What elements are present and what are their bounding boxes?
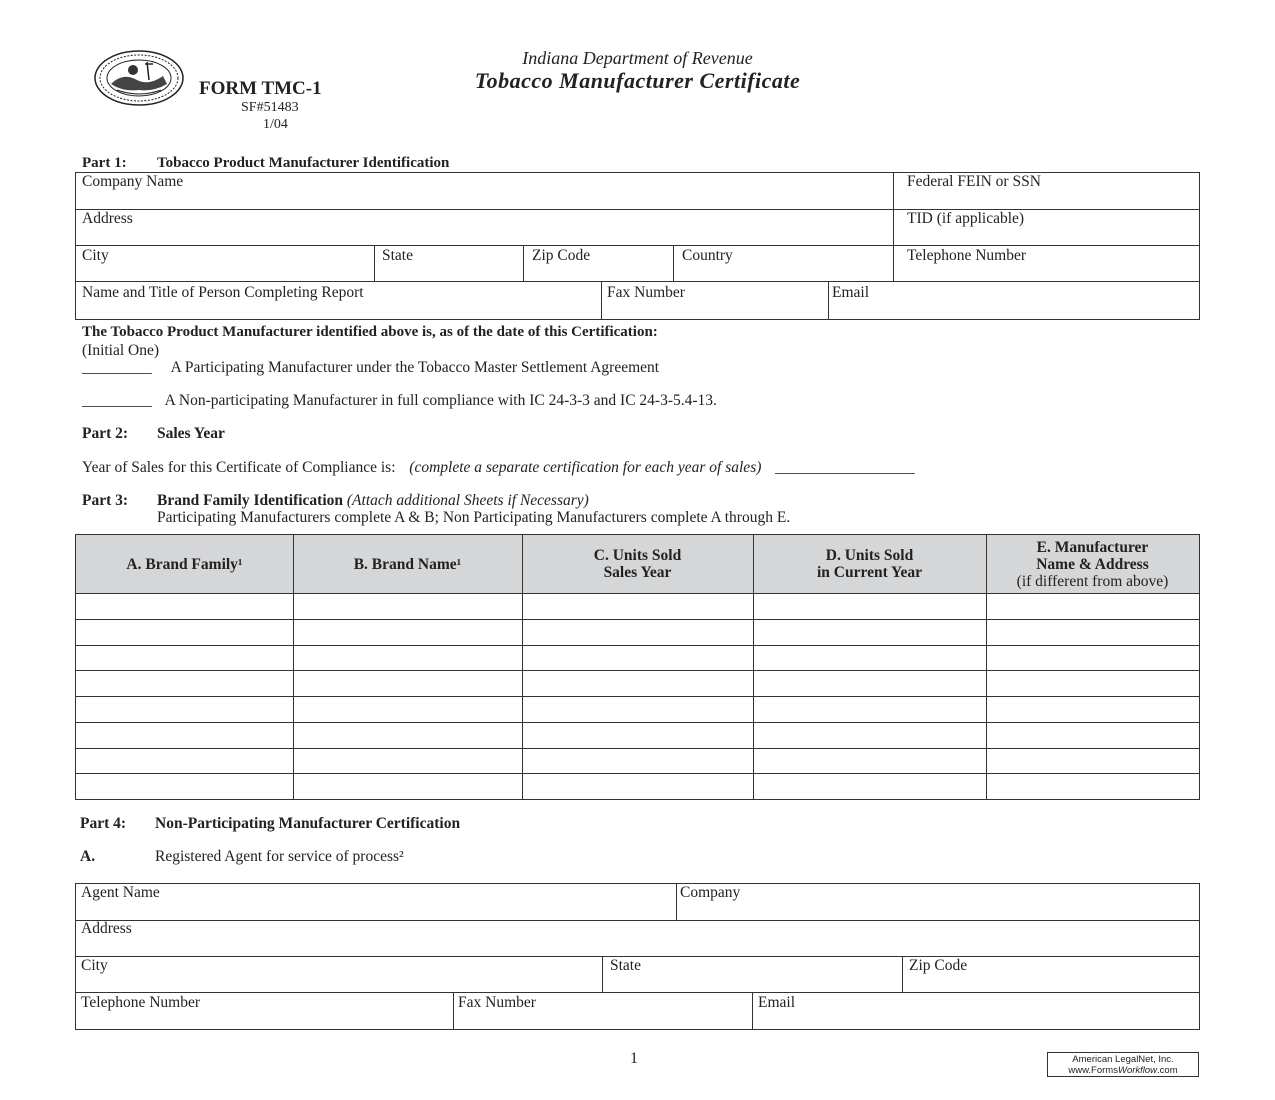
- column-header-line: (if different from above): [1016, 572, 1169, 590]
- brand-table-column-header: [293, 535, 522, 593]
- part1-heading: Part 1: Tobacco Product Manufacturer Identification: [82, 155, 450, 171]
- form-title: Tobacco Manufacturer Certificate: [474, 68, 801, 93]
- department-name: Indiana Department of Revenue: [522, 48, 753, 68]
- brand-table-cell[interactable]: [986, 722, 1199, 748]
- brand-table-column-header: [753, 535, 986, 593]
- agent-company-field[interactable]: Company: [680, 884, 741, 901]
- brand-table-cell[interactable]: [986, 645, 1199, 671]
- row-divider: [76, 619, 1199, 620]
- email-field[interactable]: Email: [832, 284, 870, 301]
- brand-table-cell[interactable]: [293, 748, 522, 774]
- sales-year-instruction: (complete a separate certification for each year of sales): [409, 459, 762, 476]
- company-name-field[interactable]: Company Name: [82, 173, 184, 190]
- agent-name-field[interactable]: Agent Name: [81, 884, 160, 901]
- brand-table-cell[interactable]: [522, 619, 753, 645]
- brand-table-cell[interactable]: [986, 773, 1199, 799]
- column-header-line: Sales Year: [603, 564, 672, 581]
- brand-table-cell[interactable]: [522, 773, 753, 799]
- brand-table-cell[interactable]: [76, 773, 293, 799]
- brand-table-column-header: [986, 535, 1199, 593]
- sales-year-line: [82, 459, 915, 477]
- part3-instructions: Participating Manufacturers complete A & B; Non Participating Manufacturers complete A through E.: [157, 509, 791, 526]
- brand-table-cell[interactable]: [986, 696, 1199, 722]
- part4-heading: Part 4: Non-Participating Manufacturer Certification: [80, 815, 461, 832]
- country-field[interactable]: Country: [682, 247, 733, 264]
- brand-table-column-header: [76, 535, 293, 593]
- part2-heading: Part 2: Sales Year: [82, 425, 225, 442]
- page-number: 1: [630, 1050, 638, 1067]
- sales-year-sentence: Year of Sales for this Certificate of Compliance is:: [82, 459, 396, 476]
- brand-table-cell[interactable]: [293, 645, 522, 671]
- brand-table-cell[interactable]: [522, 696, 753, 722]
- brand-table-cell[interactable]: [986, 748, 1199, 774]
- brand-table-cell[interactable]: [76, 619, 293, 645]
- row-divider: [76, 670, 1199, 671]
- publisher-box: [1047, 1052, 1199, 1077]
- brand-table-cell[interactable]: [753, 645, 986, 671]
- brand-table-cell[interactable]: [753, 696, 986, 722]
- part1-field-grid: [75, 172, 1200, 320]
- column-header-line: E. Manufacturer: [1036, 538, 1149, 556]
- tid-field[interactable]: TID (if applicable): [907, 210, 1025, 227]
- publisher-url: www.FormsWorkflow.com: [1068, 1065, 1178, 1076]
- column-header-line: A. Brand Family¹: [126, 555, 243, 573]
- initial-one-note: (Initial One): [82, 342, 160, 359]
- brand-table-cell[interactable]: [522, 645, 753, 671]
- brand-table-cell[interactable]: [76, 722, 293, 748]
- fax-field[interactable]: Fax Number: [607, 284, 685, 301]
- brand-table-cell[interactable]: [986, 619, 1199, 645]
- column-header-line: Name & Address: [1036, 555, 1149, 573]
- address-field[interactable]: Address: [82, 210, 133, 227]
- row-divider: [76, 722, 1199, 723]
- sf-number: SF#51483: [241, 100, 299, 115]
- agent-field-grid: [75, 883, 1200, 1030]
- column-header-line: in Current Year: [816, 564, 923, 581]
- form-date: 1/04: [263, 117, 288, 132]
- row-divider: [76, 696, 1199, 697]
- brand-table-cell[interactable]: [753, 593, 986, 619]
- telephone-field[interactable]: Telephone Number: [907, 247, 1026, 264]
- person-completing-field[interactable]: Name and Title of Person Completing Report: [82, 284, 364, 301]
- non-participating-option-label: A Non-participating Manufacturer in full compliance with IC 24-3-3 and IC 24-3-5.4-13.: [164, 392, 717, 409]
- brand-table-cell[interactable]: [293, 773, 522, 799]
- form-number: FORM TMC-1: [199, 78, 322, 99]
- brand-table-cell[interactable]: [76, 696, 293, 722]
- brand-table-cell[interactable]: [76, 670, 293, 696]
- brand-table-cell[interactable]: [522, 748, 753, 774]
- brand-table-cell[interactable]: [522, 593, 753, 619]
- certification-statement: The Tobacco Product Manufacturer identified above is, as of the date of this Certification:: [82, 324, 658, 340]
- part3-heading: Part 3: Brand Family Identification (Attach additional Sheets if Necessary): [82, 492, 589, 509]
- agent-telephone-field[interactable]: Telephone Number: [81, 994, 200, 1011]
- brand-table-cell[interactable]: [753, 670, 986, 696]
- part3-heading-note: (Attach additional Sheets if Necessary): [346, 492, 589, 509]
- brand-table-cell[interactable]: [522, 670, 753, 696]
- registered-agent-subheading: A. Registered Agent for service of process²: [80, 848, 404, 865]
- state-field[interactable]: State: [382, 247, 413, 264]
- brand-table-cell[interactable]: [293, 670, 522, 696]
- brand-table-cell[interactable]: [293, 696, 522, 722]
- publisher-name: American LegalNet, Inc.: [1072, 1054, 1174, 1065]
- brand-table-cell[interactable]: [753, 619, 986, 645]
- participating-option-label: A Participating Manufacturer under the Tobacco Master Settlement Agreement: [170, 359, 660, 376]
- agent-fax-field[interactable]: Fax Number: [458, 994, 536, 1011]
- agent-zip-field[interactable]: Zip Code: [909, 957, 968, 974]
- brand-table-column-header: [522, 535, 753, 593]
- sales-year-blank[interactable]: __________________: [775, 459, 915, 476]
- brand-family-table: [75, 534, 1200, 800]
- column-header-line: C. Units Sold: [593, 547, 682, 564]
- brand-table-cell[interactable]: [76, 645, 293, 671]
- state-seal-icon: [93, 50, 185, 106]
- agent-email-field[interactable]: Email: [758, 994, 796, 1011]
- participating-initial-blank[interactable]: _________: [82, 359, 152, 376]
- column-header-line: D. Units Sold: [825, 547, 914, 564]
- city-field[interactable]: City: [82, 247, 109, 264]
- row-divider: [76, 748, 1199, 749]
- agent-city-field[interactable]: City: [81, 957, 108, 974]
- non-participating-initial-blank[interactable]: _________: [82, 392, 152, 409]
- participating-option: [82, 359, 659, 377]
- brand-table-cell[interactable]: [293, 593, 522, 619]
- row-divider: [76, 645, 1199, 646]
- non-participating-option: [82, 392, 717, 410]
- brand-table-cell[interactable]: [293, 619, 522, 645]
- brand-table-cell[interactable]: [753, 748, 986, 774]
- brand-table-cell[interactable]: [753, 722, 986, 748]
- brand-table-cell[interactable]: [986, 593, 1199, 619]
- brand-table-cell[interactable]: [986, 670, 1199, 696]
- brand-table-cell[interactable]: [753, 773, 986, 799]
- brand-table-cell[interactable]: [293, 722, 522, 748]
- column-header-line: B. Brand Name¹: [353, 555, 462, 573]
- brand-table-cell[interactable]: [76, 748, 293, 774]
- brand-table-cell[interactable]: [522, 722, 753, 748]
- agent-state-field[interactable]: State: [610, 957, 641, 974]
- fein-field[interactable]: Federal FEIN or SSN: [907, 173, 1041, 190]
- row-divider: [76, 773, 1199, 774]
- agent-address-field[interactable]: Address: [81, 920, 132, 937]
- brand-table-cell[interactable]: [76, 593, 293, 619]
- zip-code-field[interactable]: Zip Code: [532, 247, 591, 264]
